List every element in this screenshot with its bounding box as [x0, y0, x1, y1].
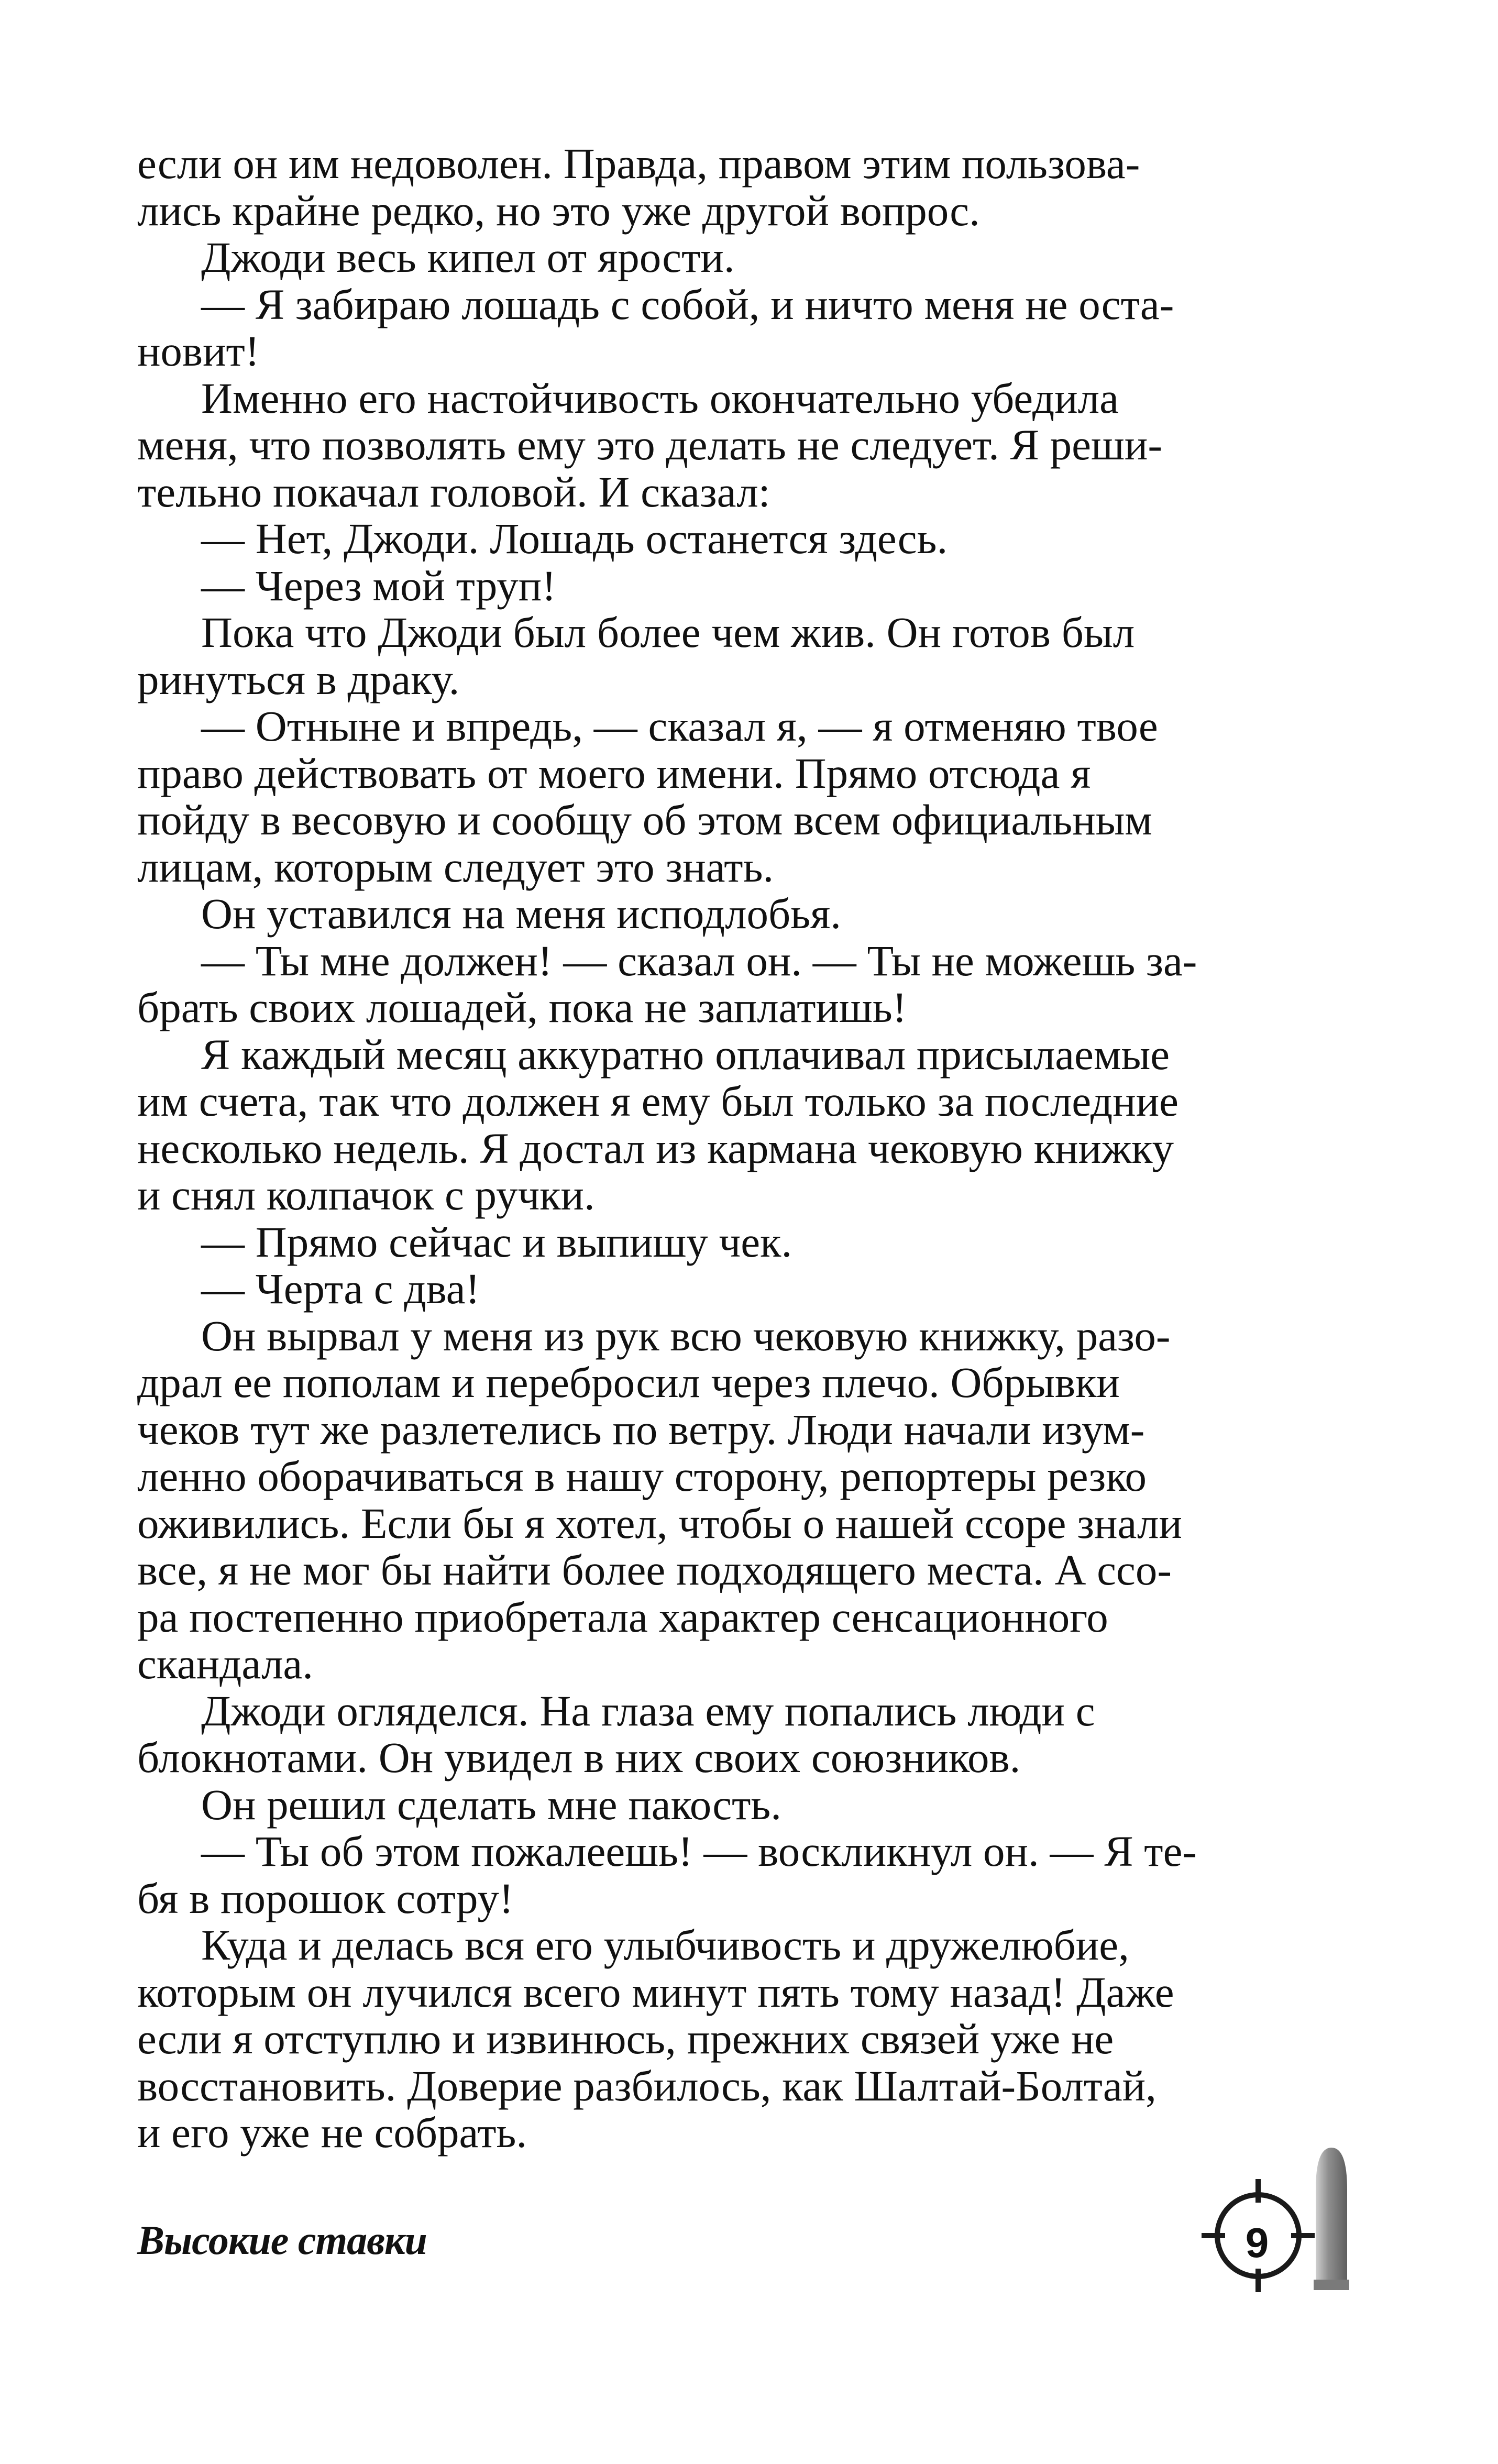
- text-line: брать своих лошадей, пока не заплатишь!: [137, 983, 907, 1031]
- text-line: ринуться в драку.: [137, 655, 460, 703]
- text-line: — Я забираю лошадь с собой, и ничто меня не оста-: [201, 280, 1174, 328]
- text-line: если я отступлю и извинюсь, прежних связей уже не: [137, 2015, 1114, 2063]
- text-line: ра постепенно приобретала характер сенсационного: [137, 1592, 1108, 1641]
- text-line: если он им недоволен. Правда, правом этим пользова-: [137, 139, 1140, 188]
- text-line: Джоди весь кипел от ярости.: [201, 233, 735, 281]
- text-line: чеков тут же разлетелись по ветру. Люди начали изум-: [137, 1405, 1145, 1454]
- text-line: блокнотами. Он увидел в них своих союзников.: [137, 1733, 1021, 1781]
- text-line: пойду в весовую и сообщу об этом всем официальным: [137, 796, 1152, 844]
- text-line: тельно покачал головой. И сказал:: [137, 467, 770, 516]
- text-line: скандала.: [137, 1640, 313, 1688]
- text-line: бя в порошок сотру!: [137, 1874, 514, 1922]
- text-line: — Черта с два!: [201, 1264, 480, 1313]
- text-line: Я каждый месяц аккуратно оплачивал присылаемые: [201, 1030, 1170, 1079]
- text-line: оживились. Если бы я хотел, чтобы о нашей ссоре знали: [137, 1499, 1182, 1547]
- text-line: все, я не мог бы найти более подходящего места. А ссо-: [137, 1546, 1172, 1594]
- text-line: Он вырвал у меня из рук всю чековую книжку, разо-: [201, 1311, 1171, 1360]
- text-line: Пока что Джоди был более чем жив. Он готов был: [201, 608, 1135, 656]
- text-line: Именно его настойчивость окончательно убедила: [201, 373, 1119, 422]
- text-line: которым он лучился всего минут пять тому назад! Даже: [137, 1967, 1174, 2016]
- text-line: Куда и делась вся его улыбчивость и дружелюбие,: [201, 1921, 1129, 1969]
- text-line: право действовать от моего имени. Прямо отсюда я: [137, 749, 1091, 797]
- page-number: 9: [1245, 2219, 1269, 2266]
- text-line: — Ты мне должен! — сказал он. — Ты не можешь за-: [201, 936, 1197, 985]
- text-line: и снял колпачок с ручки.: [137, 1171, 595, 1219]
- text-line: лись крайне редко, но это уже другой вопрос.: [137, 186, 980, 235]
- text-line: — Прямо сейчас и выпишу чек.: [201, 1217, 792, 1266]
- text-line: — Через мой труп!: [201, 561, 556, 610]
- body-text: [137, 140, 1301, 2157]
- text-line: им счета, так что должен я ему был только за последние: [137, 1077, 1178, 1125]
- text-line: — Нет, Джоди. Лошадь останется здесь.: [201, 514, 948, 563]
- running-footer-title: Высокие ставки: [137, 2217, 427, 2263]
- text-line: Джоди огляделся. На глаза ему попались люди с: [201, 1686, 1095, 1735]
- text-line: ленно оборачиваться в нашу сторону, репортеры резко: [137, 1452, 1147, 1500]
- text-line: — Отныне и впредь, — сказал я, — я отменяю твое: [201, 702, 1158, 750]
- text-line: меня, что позволять ему это делать не следует. Я реши-: [137, 421, 1162, 469]
- text-line: новит!: [137, 327, 260, 375]
- text-line: и его уже не собрать.: [137, 2108, 527, 2157]
- text-line: несколько недель. Я достал из кармана чековую книжку: [137, 1124, 1174, 1172]
- text-line: Он уставился на меня исподлобья.: [201, 889, 842, 938]
- text-line: Он решил сделать мне пакость.: [201, 1780, 782, 1829]
- text-line: — Ты об этом пожалеешь! — воскликнул он. — Я те-: [201, 1827, 1197, 1875]
- text-line: восстановить. Доверие разбилось, как Шалтай-Болтай,: [137, 2061, 1156, 2110]
- text-line: драл ее пополам и перебросил через плечо. Обрывки: [137, 1358, 1120, 1406]
- text-line: лицам, которым следует это знать.: [137, 842, 774, 891]
